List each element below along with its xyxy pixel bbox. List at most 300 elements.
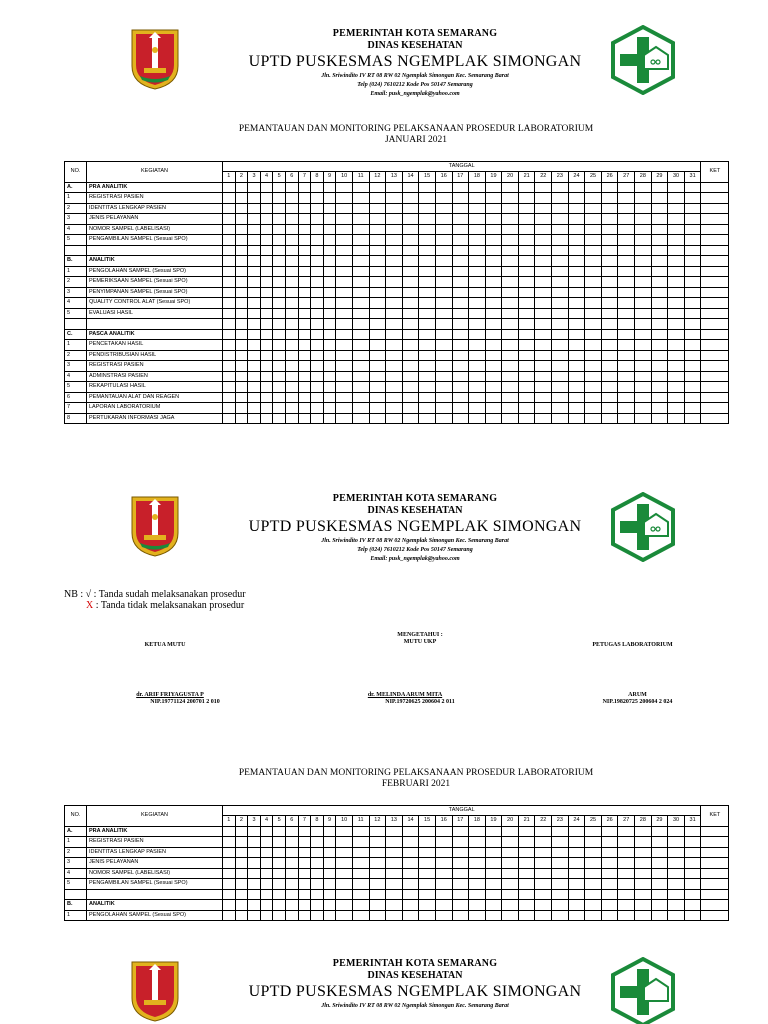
day-cell[interactable] [668, 287, 685, 298]
day-cell[interactable] [336, 235, 353, 246]
day-cell[interactable] [635, 900, 652, 911]
day-cell[interactable] [502, 847, 519, 858]
day-cell[interactable] [419, 224, 436, 235]
day-cell[interactable] [235, 214, 248, 225]
day-cell[interactable] [311, 350, 324, 361]
day-cell[interactable] [223, 203, 236, 214]
day-cell[interactable] [651, 837, 668, 848]
day-cell[interactable] [618, 847, 635, 858]
day-cell[interactable] [618, 329, 635, 340]
day-cell[interactable] [618, 193, 635, 204]
day-cell[interactable] [419, 193, 436, 204]
day-cell[interactable] [568, 266, 585, 277]
day-cell[interactable] [336, 868, 353, 879]
day-cell[interactable] [402, 889, 419, 900]
day-cell[interactable] [285, 900, 298, 911]
day-cell[interactable] [369, 900, 386, 911]
day-cell[interactable] [684, 287, 701, 298]
day-cell[interactable] [336, 308, 353, 319]
day-cell[interactable] [552, 245, 569, 256]
day-cell[interactable] [248, 382, 261, 393]
day-cell[interactable] [568, 889, 585, 900]
day-cell[interactable] [311, 413, 324, 424]
day-cell[interactable] [502, 193, 519, 204]
day-cell[interactable] [352, 889, 369, 900]
day-cell[interactable] [618, 319, 635, 330]
day-cell[interactable] [369, 329, 386, 340]
day-cell[interactable] [223, 329, 236, 340]
day-cell[interactable] [273, 266, 286, 277]
day-cell[interactable] [260, 868, 273, 879]
day-cell[interactable] [248, 361, 261, 372]
day-cell[interactable] [469, 214, 486, 225]
day-cell[interactable] [386, 298, 403, 309]
day-cell[interactable] [386, 826, 403, 837]
ket-cell[interactable] [701, 837, 729, 848]
day-cell[interactable] [260, 224, 273, 235]
day-cell[interactable] [585, 256, 602, 267]
day-cell[interactable] [518, 245, 535, 256]
day-cell[interactable] [235, 382, 248, 393]
day-cell[interactable] [419, 308, 436, 319]
day-cell[interactable] [618, 382, 635, 393]
day-cell[interactable] [502, 826, 519, 837]
day-cell[interactable] [298, 308, 311, 319]
day-cell[interactable] [618, 837, 635, 848]
day-cell[interactable] [248, 340, 261, 351]
day-cell[interactable] [485, 837, 502, 848]
day-cell[interactable] [635, 403, 652, 414]
day-cell[interactable] [635, 256, 652, 267]
day-cell[interactable] [535, 847, 552, 858]
day-cell[interactable] [273, 403, 286, 414]
day-cell[interactable] [635, 287, 652, 298]
day-cell[interactable] [469, 235, 486, 246]
day-cell[interactable] [248, 182, 261, 193]
day-cell[interactable] [601, 879, 618, 890]
day-cell[interactable] [618, 308, 635, 319]
day-cell[interactable] [285, 382, 298, 393]
day-cell[interactable] [435, 182, 452, 193]
ket-cell[interactable] [701, 340, 729, 351]
day-cell[interactable] [635, 350, 652, 361]
day-cell[interactable] [535, 266, 552, 277]
day-cell[interactable] [568, 868, 585, 879]
day-cell[interactable] [651, 182, 668, 193]
day-cell[interactable] [311, 847, 324, 858]
day-cell[interactable] [323, 308, 336, 319]
day-cell[interactable] [452, 329, 469, 340]
day-cell[interactable] [518, 329, 535, 340]
day-cell[interactable] [336, 266, 353, 277]
day-cell[interactable] [618, 224, 635, 235]
day-cell[interactable] [311, 245, 324, 256]
day-cell[interactable] [552, 287, 569, 298]
day-cell[interactable] [369, 350, 386, 361]
day-cell[interactable] [235, 277, 248, 288]
day-cell[interactable] [323, 203, 336, 214]
day-cell[interactable] [651, 193, 668, 204]
day-cell[interactable] [248, 858, 261, 869]
day-cell[interactable] [402, 203, 419, 214]
day-cell[interactable] [260, 319, 273, 330]
day-cell[interactable] [298, 340, 311, 351]
day-cell[interactable] [568, 235, 585, 246]
ket-cell[interactable] [701, 266, 729, 277]
day-cell[interactable] [323, 256, 336, 267]
day-cell[interactable] [601, 329, 618, 340]
day-cell[interactable] [552, 329, 569, 340]
day-cell[interactable] [485, 224, 502, 235]
day-cell[interactable] [223, 350, 236, 361]
day-cell[interactable] [435, 350, 452, 361]
day-cell[interactable] [502, 403, 519, 414]
day-cell[interactable] [502, 266, 519, 277]
day-cell[interactable] [435, 245, 452, 256]
day-cell[interactable] [585, 889, 602, 900]
day-cell[interactable] [601, 287, 618, 298]
ket-cell[interactable] [701, 308, 729, 319]
day-cell[interactable] [668, 224, 685, 235]
day-cell[interactable] [535, 858, 552, 869]
day-cell[interactable] [419, 340, 436, 351]
day-cell[interactable] [618, 826, 635, 837]
day-cell[interactable] [668, 266, 685, 277]
day-cell[interactable] [435, 266, 452, 277]
day-cell[interactable] [568, 203, 585, 214]
day-cell[interactable] [535, 889, 552, 900]
day-cell[interactable] [535, 910, 552, 921]
day-cell[interactable] [298, 910, 311, 921]
day-cell[interactable] [585, 340, 602, 351]
day-cell[interactable] [668, 308, 685, 319]
day-cell[interactable] [651, 329, 668, 340]
day-cell[interactable] [635, 837, 652, 848]
day-cell[interactable] [668, 361, 685, 372]
day-cell[interactable] [298, 266, 311, 277]
day-cell[interactable] [535, 224, 552, 235]
day-cell[interactable] [352, 371, 369, 382]
day-cell[interactable] [235, 319, 248, 330]
day-cell[interactable] [323, 214, 336, 225]
day-cell[interactable] [248, 287, 261, 298]
day-cell[interactable] [336, 203, 353, 214]
day-cell[interactable] [518, 224, 535, 235]
day-cell[interactable] [668, 392, 685, 403]
day-cell[interactable] [248, 889, 261, 900]
day-cell[interactable] [223, 287, 236, 298]
day-cell[interactable] [684, 214, 701, 225]
day-cell[interactable] [535, 256, 552, 267]
day-cell[interactable] [298, 298, 311, 309]
day-cell[interactable] [601, 203, 618, 214]
day-cell[interactable] [668, 329, 685, 340]
day-cell[interactable] [369, 235, 386, 246]
day-cell[interactable] [485, 889, 502, 900]
day-cell[interactable] [668, 910, 685, 921]
day-cell[interactable] [469, 879, 486, 890]
day-cell[interactable] [668, 340, 685, 351]
ket-cell[interactable] [701, 224, 729, 235]
day-cell[interactable] [223, 266, 236, 277]
day-cell[interactable] [601, 847, 618, 858]
day-cell[interactable] [502, 319, 519, 330]
day-cell[interactable] [635, 182, 652, 193]
day-cell[interactable] [248, 256, 261, 267]
day-cell[interactable] [585, 392, 602, 403]
day-cell[interactable] [502, 203, 519, 214]
day-cell[interactable] [469, 319, 486, 330]
day-cell[interactable] [668, 868, 685, 879]
day-cell[interactable] [568, 287, 585, 298]
day-cell[interactable] [502, 245, 519, 256]
day-cell[interactable] [452, 182, 469, 193]
day-cell[interactable] [336, 340, 353, 351]
day-cell[interactable] [502, 308, 519, 319]
ket-cell[interactable] [701, 382, 729, 393]
day-cell[interactable] [684, 879, 701, 890]
day-cell[interactable] [601, 277, 618, 288]
day-cell[interactable] [260, 889, 273, 900]
day-cell[interactable] [386, 910, 403, 921]
day-cell[interactable] [298, 392, 311, 403]
day-cell[interactable] [352, 858, 369, 869]
day-cell[interactable] [485, 900, 502, 911]
day-cell[interactable] [248, 329, 261, 340]
day-cell[interactable] [684, 277, 701, 288]
day-cell[interactable] [618, 203, 635, 214]
day-cell[interactable] [285, 910, 298, 921]
day-cell[interactable] [369, 245, 386, 256]
day-cell[interactable] [311, 371, 324, 382]
day-cell[interactable] [336, 287, 353, 298]
day-cell[interactable] [235, 182, 248, 193]
day-cell[interactable] [260, 879, 273, 890]
day-cell[interactable] [684, 266, 701, 277]
day-cell[interactable] [535, 837, 552, 848]
day-cell[interactable] [568, 371, 585, 382]
day-cell[interactable] [469, 182, 486, 193]
day-cell[interactable] [323, 889, 336, 900]
day-cell[interactable] [552, 889, 569, 900]
day-cell[interactable] [402, 298, 419, 309]
day-cell[interactable] [352, 403, 369, 414]
day-cell[interactable] [601, 858, 618, 869]
day-cell[interactable] [273, 319, 286, 330]
day-cell[interactable] [618, 413, 635, 424]
day-cell[interactable] [402, 256, 419, 267]
day-cell[interactable] [386, 329, 403, 340]
day-cell[interactable] [235, 256, 248, 267]
day-cell[interactable] [419, 329, 436, 340]
day-cell[interactable] [352, 214, 369, 225]
ket-cell[interactable] [701, 256, 729, 267]
day-cell[interactable] [323, 879, 336, 890]
day-cell[interactable] [568, 193, 585, 204]
day-cell[interactable] [273, 858, 286, 869]
day-cell[interactable] [668, 350, 685, 361]
day-cell[interactable] [435, 413, 452, 424]
day-cell[interactable] [311, 382, 324, 393]
day-cell[interactable] [298, 900, 311, 911]
day-cell[interactable] [419, 256, 436, 267]
day-cell[interactable] [452, 266, 469, 277]
day-cell[interactable] [402, 329, 419, 340]
day-cell[interactable] [298, 235, 311, 246]
day-cell[interactable] [298, 319, 311, 330]
day-cell[interactable] [684, 837, 701, 848]
day-cell[interactable] [311, 340, 324, 351]
day-cell[interactable] [502, 350, 519, 361]
day-cell[interactable] [452, 371, 469, 382]
day-cell[interactable] [469, 203, 486, 214]
day-cell[interactable] [298, 329, 311, 340]
day-cell[interactable] [568, 900, 585, 911]
day-cell[interactable] [485, 277, 502, 288]
day-cell[interactable] [601, 298, 618, 309]
day-cell[interactable] [336, 392, 353, 403]
day-cell[interactable] [485, 203, 502, 214]
day-cell[interactable] [469, 256, 486, 267]
day-cell[interactable] [402, 308, 419, 319]
day-cell[interactable] [485, 256, 502, 267]
day-cell[interactable] [419, 298, 436, 309]
day-cell[interactable] [369, 214, 386, 225]
day-cell[interactable] [369, 193, 386, 204]
day-cell[interactable] [452, 361, 469, 372]
day-cell[interactable] [552, 826, 569, 837]
day-cell[interactable] [223, 224, 236, 235]
day-cell[interactable] [402, 319, 419, 330]
day-cell[interactable] [518, 256, 535, 267]
day-cell[interactable] [435, 889, 452, 900]
day-cell[interactable] [386, 868, 403, 879]
day-cell[interactable] [260, 392, 273, 403]
day-cell[interactable] [402, 361, 419, 372]
day-cell[interactable] [235, 308, 248, 319]
day-cell[interactable] [668, 245, 685, 256]
day-cell[interactable] [485, 214, 502, 225]
day-cell[interactable] [435, 382, 452, 393]
day-cell[interactable] [635, 826, 652, 837]
day-cell[interactable] [601, 235, 618, 246]
day-cell[interactable] [651, 287, 668, 298]
day-cell[interactable] [352, 298, 369, 309]
day-cell[interactable] [260, 350, 273, 361]
day-cell[interactable] [311, 308, 324, 319]
day-cell[interactable] [402, 287, 419, 298]
day-cell[interactable] [552, 224, 569, 235]
day-cell[interactable] [223, 245, 236, 256]
day-cell[interactable] [369, 308, 386, 319]
day-cell[interactable] [352, 392, 369, 403]
day-cell[interactable] [402, 826, 419, 837]
day-cell[interactable] [352, 868, 369, 879]
day-cell[interactable] [618, 900, 635, 911]
day-cell[interactable] [419, 350, 436, 361]
day-cell[interactable] [435, 287, 452, 298]
day-cell[interactable] [285, 319, 298, 330]
day-cell[interactable] [435, 900, 452, 911]
day-cell[interactable] [323, 235, 336, 246]
day-cell[interactable] [535, 826, 552, 837]
day-cell[interactable] [260, 298, 273, 309]
day-cell[interactable] [260, 340, 273, 351]
day-cell[interactable] [223, 868, 236, 879]
day-cell[interactable] [452, 224, 469, 235]
day-cell[interactable] [285, 826, 298, 837]
day-cell[interactable] [601, 371, 618, 382]
day-cell[interactable] [235, 371, 248, 382]
day-cell[interactable] [585, 266, 602, 277]
day-cell[interactable] [323, 224, 336, 235]
day-cell[interactable] [452, 392, 469, 403]
day-cell[interactable] [336, 371, 353, 382]
day-cell[interactable] [585, 245, 602, 256]
day-cell[interactable] [568, 298, 585, 309]
day-cell[interactable] [273, 382, 286, 393]
day-cell[interactable] [285, 413, 298, 424]
day-cell[interactable] [352, 413, 369, 424]
day-cell[interactable] [684, 350, 701, 361]
day-cell[interactable] [402, 266, 419, 277]
day-cell[interactable] [684, 910, 701, 921]
day-cell[interactable] [369, 371, 386, 382]
day-cell[interactable] [323, 837, 336, 848]
ket-cell[interactable] [701, 910, 729, 921]
day-cell[interactable] [273, 361, 286, 372]
day-cell[interactable] [419, 900, 436, 911]
day-cell[interactable] [311, 858, 324, 869]
day-cell[interactable] [386, 340, 403, 351]
day-cell[interactable] [223, 340, 236, 351]
day-cell[interactable] [311, 235, 324, 246]
day-cell[interactable] [668, 837, 685, 848]
day-cell[interactable] [352, 900, 369, 911]
day-cell[interactable] [601, 350, 618, 361]
day-cell[interactable] [386, 287, 403, 298]
day-cell[interactable] [285, 266, 298, 277]
day-cell[interactable] [568, 224, 585, 235]
day-cell[interactable] [323, 900, 336, 911]
day-cell[interactable] [311, 837, 324, 848]
day-cell[interactable] [585, 203, 602, 214]
day-cell[interactable] [402, 879, 419, 890]
day-cell[interactable] [469, 392, 486, 403]
day-cell[interactable] [668, 298, 685, 309]
day-cell[interactable] [235, 266, 248, 277]
day-cell[interactable] [386, 235, 403, 246]
day-cell[interactable] [336, 245, 353, 256]
day-cell[interactable] [336, 361, 353, 372]
day-cell[interactable] [323, 868, 336, 879]
day-cell[interactable] [402, 413, 419, 424]
day-cell[interactable] [469, 868, 486, 879]
day-cell[interactable] [535, 868, 552, 879]
day-cell[interactable] [273, 340, 286, 351]
day-cell[interactable] [518, 382, 535, 393]
day-cell[interactable] [469, 403, 486, 414]
day-cell[interactable] [260, 214, 273, 225]
day-cell[interactable] [485, 245, 502, 256]
day-cell[interactable] [298, 403, 311, 414]
day-cell[interactable] [311, 256, 324, 267]
day-cell[interactable] [352, 382, 369, 393]
day-cell[interactable] [668, 319, 685, 330]
day-cell[interactable] [618, 350, 635, 361]
day-cell[interactable] [352, 256, 369, 267]
day-cell[interactable] [568, 182, 585, 193]
